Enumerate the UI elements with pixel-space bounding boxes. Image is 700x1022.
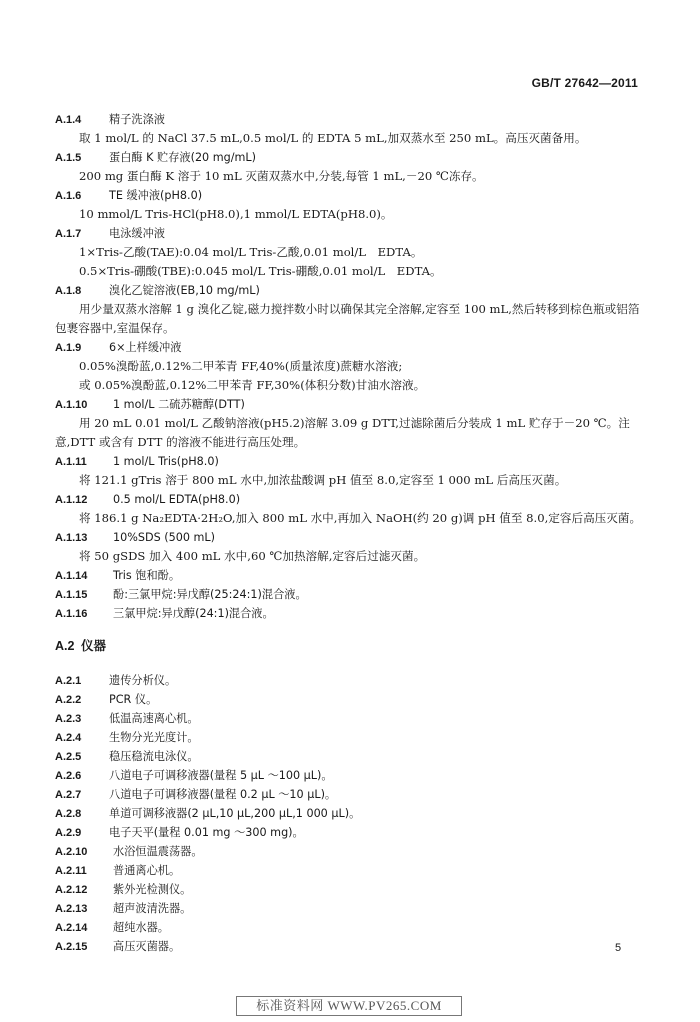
item-number: A.1.13 <box>55 532 88 544</box>
item-number: A.1.15 <box>55 589 88 601</box>
item-number: A.2.3 <box>55 713 82 725</box>
item-title: 1 mol/L 二硫苏糖醇(DTT) <box>113 398 245 411</box>
item-heading <box>55 566 645 585</box>
instrument-text: 水浴恒温震荡器。 <box>113 845 203 858</box>
item-number: A.1.10 <box>55 399 88 411</box>
item-heading <box>55 110 645 129</box>
instrument-text: PCR 仪。 <box>109 693 158 706</box>
section-heading <box>55 631 645 661</box>
item-title: 三氯甲烷:异戊醇(24:1)混合液。 <box>113 607 274 620</box>
standard-code: GB/T 27642—2011 <box>531 76 638 90</box>
item-text: 10 mmol/L Tris-HCl(pH8.0),1 mmol/L EDTA(pH8.0)。 <box>79 207 393 221</box>
item-heading <box>55 452 645 471</box>
item-text: 1×Tris-乙酸(TAE):0.04 mol/L Tris-乙酸,0.01 mol/L EDTA。 <box>79 245 423 259</box>
item-text: 将 50 gSDS 加入 400 mL 水中,60 ℃加热溶解,定容后过滤灭菌。 <box>79 549 426 563</box>
item-number: A.1.9 <box>55 342 82 354</box>
document-body <box>55 110 645 956</box>
instrument-item <box>55 766 645 785</box>
item-number: A.2.11 <box>55 865 87 877</box>
item-number: A.1.5 <box>55 152 82 164</box>
item-title: 蛋白酶 K 贮存液(20 mg/mL) <box>109 151 256 164</box>
item-number: A.2.6 <box>55 770 82 782</box>
item-paragraph: 将 186.1 g Na₂EDTA·2H₂O,加入 800 mL 水中,再加入 NaOH(约 20 g)调 pH 值至 8.0,定容后高压灭菌。 <box>79 511 642 525</box>
instrument-item <box>55 842 645 861</box>
item-title: TE 缓冲液(pH8.0) <box>109 189 203 202</box>
item-title: 6×上样缓冲液 <box>109 341 182 354</box>
instrument-item <box>55 861 645 880</box>
item-title: 0.5 mol/L EDTA(pH8.0) <box>113 493 241 506</box>
instrument-item <box>55 823 645 842</box>
item-number: A.1.14 <box>55 570 88 582</box>
item-heading <box>55 281 645 300</box>
item-heading <box>55 585 645 604</box>
item-text: 取 1 mol/L 的 NaCl 37.5 mL,0.5 mol/L 的 EDTA 5 mL,加双蒸水至 250 mL。高压灭菌备用。 <box>79 131 587 145</box>
instrument-text: 低温高速离心机。 <box>109 712 199 725</box>
instrument-text: 超声波清洗器。 <box>113 902 192 915</box>
item-heading <box>55 528 645 547</box>
item-number: A.2.7 <box>55 789 82 801</box>
item-number: A.2.15 <box>55 941 88 953</box>
instrument-text: 电子天平(量程 0.01 mg ～300 mg)。 <box>109 826 304 839</box>
item-heading <box>55 148 645 167</box>
item-title: 1 mol/L Tris(pH8.0) <box>113 455 219 468</box>
instrument-item <box>55 747 645 766</box>
instrument-text: 八道电子可调移液器(量程 0.2 μL ～10 μL)。 <box>109 788 337 801</box>
instrument-item <box>55 785 645 804</box>
item-number: A.2.14 <box>55 922 88 934</box>
item-number: A.2.5 <box>55 751 82 763</box>
instrument-item <box>55 709 645 728</box>
instrument-item <box>55 880 645 899</box>
item-number: A.1.7 <box>55 228 82 240</box>
item-text: 0.5×Tris-硼酸(TBE):0.045 mol/L Tris-硼酸,0.01 mol/L EDTA。 <box>79 264 442 278</box>
item-heading <box>55 395 645 414</box>
instrument-text: 八道电子可调移液器(量程 5 μL ～100 μL)。 <box>109 769 333 782</box>
item-number: A.2.10 <box>55 846 88 858</box>
item-title: 10%SDS (500 mL) <box>113 531 216 544</box>
instrument-item <box>55 671 645 690</box>
instrument-item <box>55 690 645 709</box>
section-number: A.2 <box>55 639 75 653</box>
item-heading <box>55 186 645 205</box>
item-text: 0.05%溴酚蓝,0.12%二甲苯青 FF,40%(质量浓度)蔗糖水溶液; <box>79 359 403 373</box>
item-number: A.2.4 <box>55 732 82 744</box>
item-number: A.2.9 <box>55 827 82 839</box>
item-number: A.2.1 <box>55 675 82 687</box>
item-number: A.2.8 <box>55 808 82 820</box>
instrument-item <box>55 937 645 956</box>
item-heading <box>55 490 645 509</box>
page-number: 5 <box>615 942 622 954</box>
section-title: 仪器 <box>81 638 107 653</box>
item-number: A.1.8 <box>55 285 82 297</box>
item-heading <box>55 224 645 243</box>
instrument-text: 稳压稳流电泳仪。 <box>109 750 199 763</box>
item-number: A.2.2 <box>55 694 82 706</box>
item-title: 溴化乙锭溶液(EB,10 mg/mL) <box>109 284 260 297</box>
item-number: A.1.4 <box>55 114 82 126</box>
item-title: 酚:三氯甲烷:异戊醇(25:24:1)混合液。 <box>113 588 307 601</box>
instrument-item <box>55 918 645 937</box>
item-text: 200 mg 蛋白酶 K 溶于 10 mL 灭菌双蒸水中,分装,每管 1 mL,－20 ℃冻存。 <box>79 169 484 183</box>
instrument-text: 紫外光检测仪。 <box>113 883 192 896</box>
instrument-text: 生物分光光度计。 <box>109 731 199 744</box>
instrument-text: 高压灭菌器。 <box>113 940 181 953</box>
item-heading <box>55 604 645 623</box>
instrument-item <box>55 728 645 747</box>
item-title: Tris 饱和酚。 <box>113 569 181 582</box>
item-title: 精子洗涤液 <box>109 113 165 126</box>
item-number: A.1.11 <box>55 456 87 468</box>
item-paragraph: 用 20 mL 0.01 mol/L 乙酸钠溶液(pH5.2)溶解 3.09 g DTT,过滤除菌后分装成 1 mL 贮存于－20 ℃。注意,DTT 或含有 DTT 的溶液不能进行高压处理。 <box>55 416 630 449</box>
item-heading <box>55 338 645 357</box>
item-number: A.2.12 <box>55 884 88 896</box>
instrument-item <box>55 899 645 918</box>
item-text: 或 0.05%溴酚蓝,0.12%二甲苯青 FF,30%(体积分数)甘油水溶液。 <box>79 378 426 392</box>
instrument-text: 遗传分析仪。 <box>109 674 177 687</box>
instrument-text: 普通离心机。 <box>113 864 181 877</box>
item-number: A.1.12 <box>55 494 88 506</box>
item-number: A.2.13 <box>55 903 88 915</box>
item-title: 电泳缓冲液 <box>109 227 165 240</box>
item-text: 将 121.1 gTris 溶于 800 mL 水中,加浓盐酸调 pH 值至 8.0,定容至 1 000 mL 后高压灭菌。 <box>79 473 567 487</box>
item-paragraph: 用少量双蒸水溶解 1 g 溴化乙锭,磁力搅拌数小时以确保其完全溶解,定容至 100 mL,然后转移到棕色瓶或铝箔包裹容器中,室温保存。 <box>55 302 640 335</box>
item-number: A.1.16 <box>55 608 88 620</box>
instrument-text: 超纯水器。 <box>113 921 169 934</box>
watermark: 标准资料网 WWW.PV265.COM <box>236 996 462 1016</box>
instrument-text: 单道可调移液器(2 μL,10 μL,200 μL,1 000 μL)。 <box>109 807 361 820</box>
item-number: A.1.6 <box>55 190 82 202</box>
instrument-item <box>55 804 645 823</box>
